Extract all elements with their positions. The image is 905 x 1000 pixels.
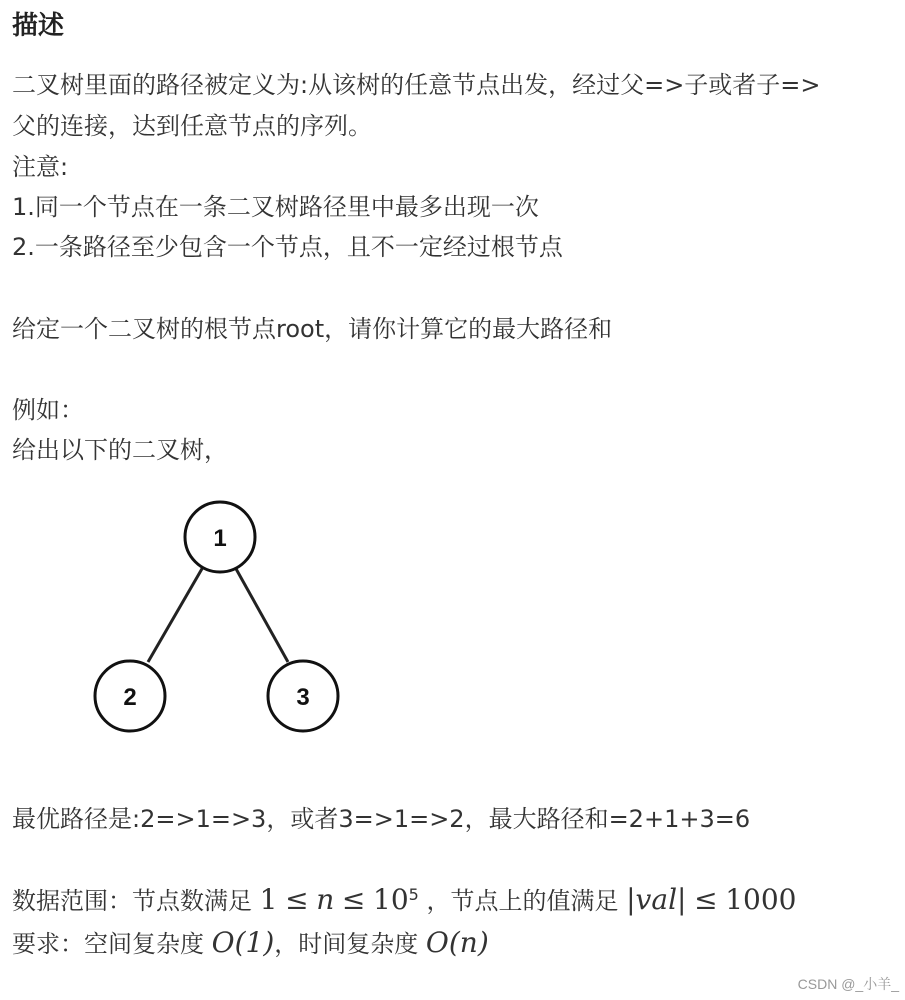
csdn-watermark: CSDN @_小羊_: [797, 976, 899, 992]
note-item-2: 2.一条路径至少包含一个节点，且不一定经过根节点: [12, 233, 563, 261]
range-var-n: n: [316, 883, 335, 916]
tree-node-right: [268, 661, 338, 731]
data-range-prefix: 数据范围：节点数满足: [12, 887, 252, 915]
tree-node-root: [185, 502, 255, 572]
range-le-1: ≤: [285, 883, 309, 916]
tree-edge-left: [148, 567, 203, 662]
complexity-requirement: [12, 926, 489, 961]
tree-node-left-label: 2: [123, 684, 137, 711]
task-statement: 给定一个二叉树的根节点root，请你计算它的最大路径和: [12, 315, 613, 343]
page-heading: 描述: [12, 11, 65, 41]
complexity-prefix: 要求：空间复杂度: [12, 930, 204, 958]
example-result: 最优路径是:2=>1=>3，或者3=>1=>2，最大路径和=2+1+3=6: [12, 805, 751, 833]
range-max-base: 10: [373, 883, 409, 916]
time-complexity: O(n): [425, 926, 489, 959]
range-max-exponent: 5: [408, 885, 419, 904]
description-line-1: 二叉树里面的路径被定义为:从该树的任意节点出发，经过父=>子或者子=>: [12, 71, 821, 99]
range-le-2: ≤: [341, 883, 366, 916]
tree-node-right-label: 3: [296, 684, 310, 711]
note-item-1: 1.同一个节点在一条二叉树路径里中最多出现一次: [12, 193, 539, 221]
description-line-2: 父的连接，达到任意节点的序列。: [12, 112, 372, 140]
tree-node-left: [95, 661, 165, 731]
tree-node-root-label: 1: [213, 525, 227, 552]
example-intro: 给出以下的二叉树，: [12, 436, 228, 464]
range-min: 1: [259, 883, 278, 916]
space-complexity: O(1): [211, 926, 275, 959]
example-label: 例如：: [12, 396, 84, 424]
data-range-line: [12, 883, 796, 918]
note-label: 注意:: [12, 153, 69, 181]
binary-tree-diagram: [80, 490, 360, 750]
tree-edge-right: [235, 567, 288, 662]
value-abs: |val|: [626, 883, 687, 916]
value-max: 1000: [725, 883, 797, 916]
data-range-middle: ，节点上的值满足: [426, 887, 619, 915]
complexity-middle: ，时间复杂度: [274, 930, 419, 958]
value-le: ≤: [694, 883, 718, 916]
